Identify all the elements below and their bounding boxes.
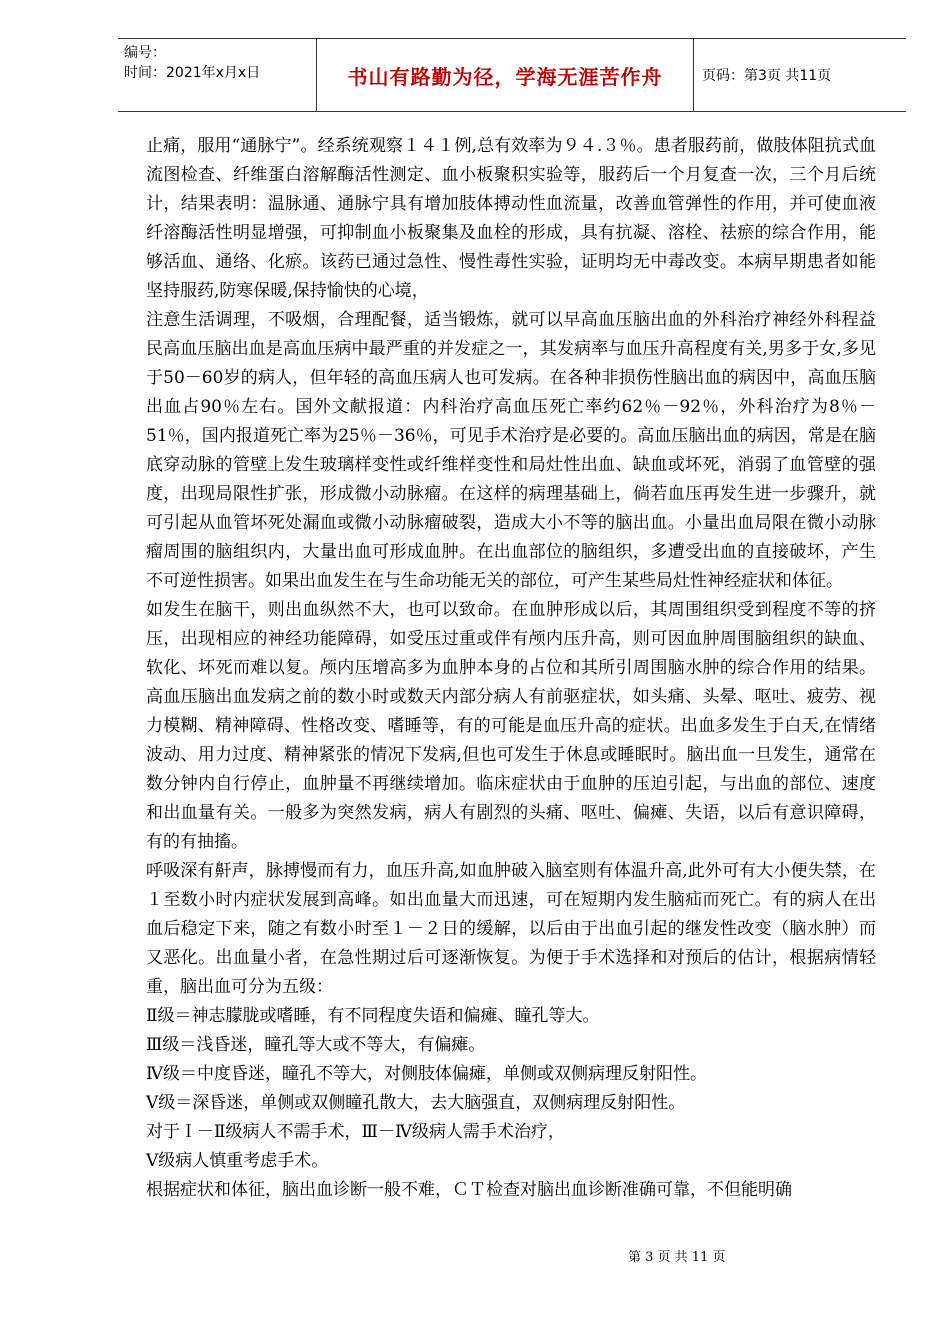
grade-item: Ⅱ级＝神志朦胧或嗜睡，有不同程度失语和偏瘫、瞳孔等大。: [146, 1006, 600, 1026]
paragraph: 根据症状和体征，脑出血诊断一般不难，ＣＴ检查对脑出血诊断准确可靠，不但能明确: [146, 1180, 792, 1200]
grade-item: Ⅳ级＝中度昏迷，瞳孔不等大，对侧肢体偏瘫，单侧或双侧病理反射阳性。: [146, 1064, 707, 1084]
document-code-label: 编号：: [124, 45, 166, 61]
paragraph: 对于Ｉ－Ⅱ级病人不需手术，Ⅲ－Ⅳ级病人需手术治疗，: [146, 1122, 565, 1142]
paragraph: 呼吸深有鼾声，脉搏慢而有力，血压升高,如血肿破入脑室则有体温升高,此外可有大小便失禁，在１至数小时内症状发展到高峰。如出血量大而迅速，可在短期内发生脑疝而死亡。有的病人在出血后稳定下来，随之有数小时至１－２日的缓解，以后由于出血引起的继发性改变（脑水肿）而又恶化。出血量小者，在急性期过后可逐渐恢复。为便于手术选择和对预后的估计，根据病情轻重，脑出血可分为五级：: [146, 861, 876, 997]
paragraph: 如发生在脑干，则出血纵然不大，也可以致命。在血肿形成以后，其周围组织受到程度不等的挤压，出现相应的神经功能障碍，如受压过重或伴有颅内压升高，则可因血肿周围脑组织的缺血、软化、坏死而难以复。颅内压增高多为血肿本身的占位和其所引周围脑水肿的综合作用的结果。高血压脑出血发病之前的数小时或数天内部分病人有前驱症状，如头痛、头晕、呕吐、疲劳、视力模糊、精神障碍、性格改变、嗜睡等，有的可能是血压升高的症状。出血多发生于白天,在情绪波动、用力过度、精神紧张的情况下发病,但也可发生于休息或睡眠时。脑出血一旦发生，通常在数分钟内自行停止，血肿量不再继续增加。临床症状由于血肿的压迫引起，与出血的部位、速度和出血量有关。一般多为突然发病，病人有剧烈的头痛、呕吐、偏瘫、失语，以后有意识障碍，有的有抽搐。: [146, 600, 876, 852]
page-footer-number: 第 3 页 共 11 页: [628, 1250, 726, 1265]
grade-item: Ⅴ级＝深昏迷，单侧或双侧瞳孔散大，去大脑强直，双侧病理反射阳性。: [146, 1093, 686, 1113]
header-motto: 书山有路勤为径，学海无涯苦作舟: [316, 39, 694, 111]
page-header: [118, 38, 906, 112]
paragraph: 注意生活调理，不吸烟，合理配餐，适当锻炼，就可以早高血压脑出血的外科治疗神经外科程益民高血压脑出血是高血压病中最严重的并发症之一，其发病率与血压升高程度有关,男多于女,多见于50－60岁的病人，但年轻的高血压病人也可发病。在各种非损伤性脑出血的病因中，高血压脑出血占90％左右。国外文献报道：内科治疗高血压死亡率约62％－92％，外科治疗为8％－51％，国内报道死亡率为25％－36％，可见手术治疗是必要的。高血压脑出血的病因，常是在脑底穿动脉的管壁上发生玻璃样变性或纤维样变性和局灶性出血、缺血或坏死，消弱了血管壁的强度，出现局限性扩张，形成微小动脉瘤。在这样的病理基础上，倘若血压再发生进一步骤升，就可引起从血管坏死处漏血或微小动脉瘤破裂，造成大小不等的脑出血。小量出血局限在微小动脉瘤周围的脑组织内，大量出血可形成血肿。在出血部位的脑组织，多遭受出血的直接破坏，产生不可逆性损害。如果出血发生在与生命功能无关的部位，可产生某些局灶性神经症状和体征。: [146, 310, 876, 591]
document-body: [146, 132, 876, 1205]
paragraph: Ⅴ级病人慎重考虑手术。: [146, 1151, 329, 1171]
grade-item: Ⅲ级＝浅昏迷，瞳孔等大或不等大，有偏瘫。: [146, 1035, 486, 1055]
document-time: 时间：2021年x月x日: [124, 65, 261, 81]
header-meta: [118, 39, 316, 111]
paragraph: 止痛，服用“通脉宁”。经系统观察１４１例,总有效率为９４.３％。患者服药前，做肢体阻抗式血流图检查、纤维蛋白溶解酶活性测定、血小板聚积实验等，服药后一个月复查一次，三个月后统计，结果表明：温脉通、通脉宁具有增加肢体搏动性血流量，改善血管弹性的作用，并可使血液纤溶酶活性明显增强，可抑制血小板聚集及血栓的形成，具有抗凝、溶栓、祛瘀的综合作用，能够活血、通络、化瘀。该药已通过急性、慢性毒性实验，证明均无中毒改变。本病早期患者如能坚持服药,防寒保暖,保持愉快的心境，: [146, 136, 876, 301]
header-page-info: 页码：第3页 共11页: [702, 68, 832, 84]
